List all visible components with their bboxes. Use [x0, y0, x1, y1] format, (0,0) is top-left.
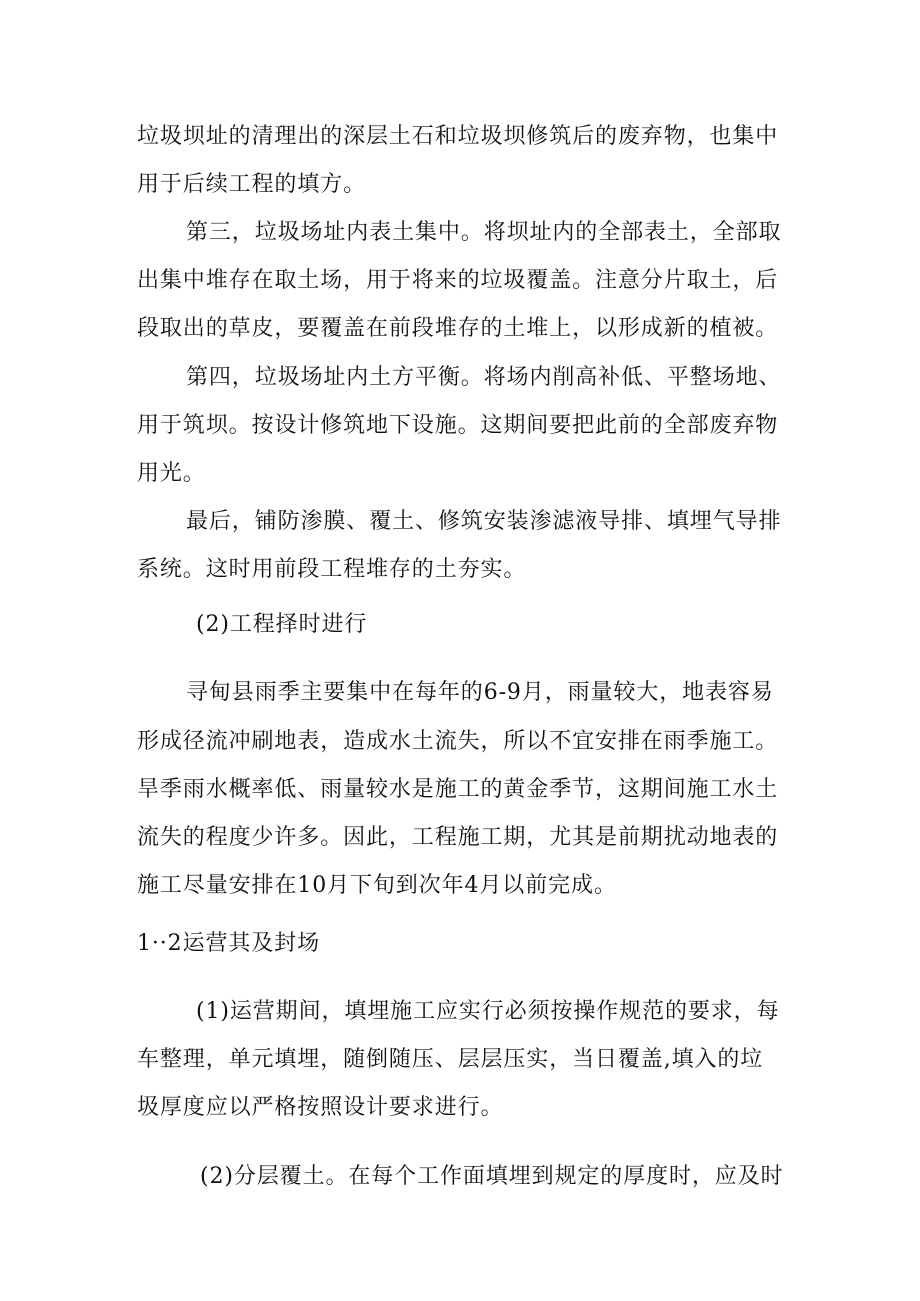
body-text-line: 段取出的草皮，要覆盖在前段堆存的土堆上，以形成新的植被。 — [137, 316, 779, 341]
body-text-line: (1)运营期间，填埋施工应实行必须按操作规范的要求，每 — [196, 999, 780, 1024]
body-text-line: 旱季雨水概率低、雨量较水是施工的黄金季节，这期间施工水土 — [137, 777, 779, 802]
body-text-line: 车整理，单元填埋，随倒随压、层层压实，当日覆盖,填入的垃 — [137, 1047, 764, 1072]
body-text-line: 用于后续工程的填方。 — [137, 172, 367, 197]
body-text-line: 出集中堆存在取土场，用于将来的垃圾覆盖。注意分片取土，后 — [137, 268, 779, 293]
body-text-line: 用光。 — [137, 461, 206, 486]
body-text-line: 第四，垃圾场址内土方平衡。将场内削高补低、平整场地、 — [186, 365, 782, 390]
body-text-line: 圾厚度应以严格按照设计要求进行。 — [137, 1095, 504, 1120]
body-text-line: 系统。这时用前段工程堆存的土夯实。 — [137, 557, 527, 582]
body-text-line: 形成径流冲刷地表，造成水土流失，所以不宜安排在雨季施工。 — [137, 729, 779, 754]
section-heading: 1··2运营其及封场 — [137, 931, 320, 956]
body-text-line: 用于筑坝。按设计修筑地下设施。这期间要把此前的全部废弃物 — [137, 413, 779, 438]
section-heading: (2)工程择时进行 — [196, 612, 368, 637]
body-text-line: 寻甸县雨季主要集中在每年的6-9月，雨量较大，地表容易 — [186, 680, 774, 705]
body-text-line: 最后，铺防渗膜、覆土、修筑安装渗滤液导排、填埋气导排 — [186, 509, 782, 534]
body-text-line: 垃圾坝址的清理出的深层土石和垃圾坝修筑后的废弃物，也集中 — [137, 124, 779, 149]
body-text-line: (2)分层覆土。在每个工作面填埋到规定的厚度时，应及时 — [200, 1164, 784, 1189]
body-text-line: 施工尽量安排在10月下旬到次年4月以前完成。 — [137, 873, 617, 898]
body-text-line: 第三，垃圾场址内表土集中。将坝址内的全部表土，全部取 — [186, 220, 782, 245]
body-text-line: 流失的程度少许多。因此，工程施工期，尤其是前期扰动地表的 — [137, 825, 779, 850]
